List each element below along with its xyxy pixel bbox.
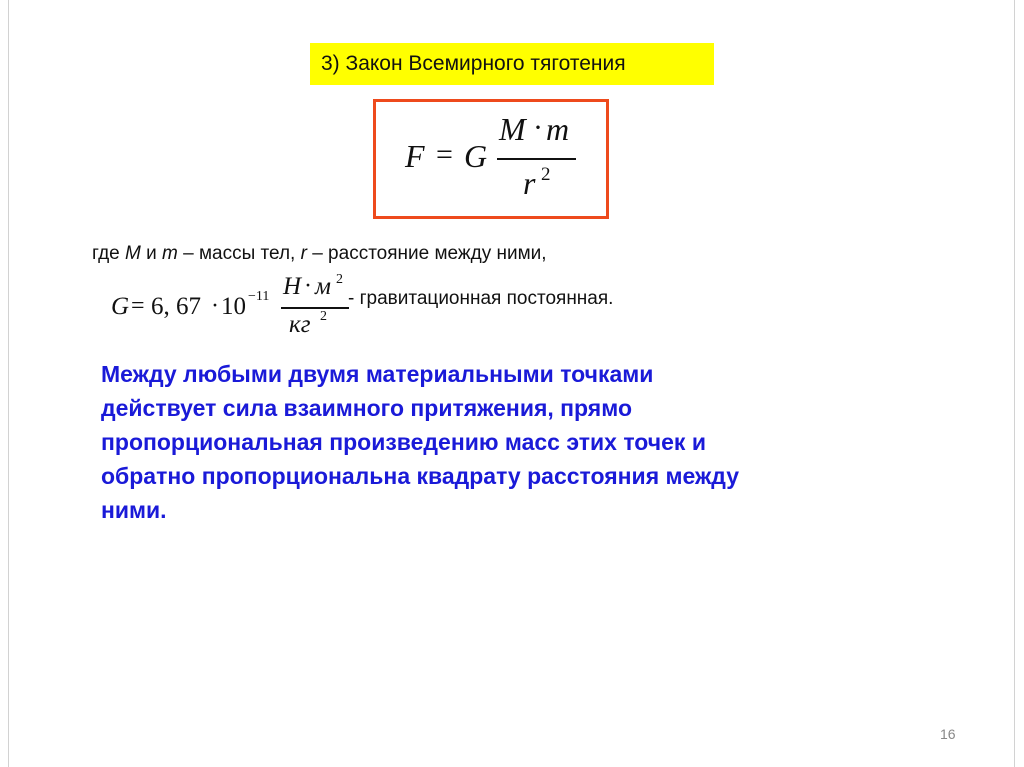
constant-dot: · bbox=[211, 293, 219, 319]
constant-exponent: −11 bbox=[248, 289, 270, 304]
slide-title: 3) Закон Всемирного тяготения bbox=[310, 43, 714, 85]
statement-line: действует сила взаимного притяжения, прямо bbox=[101, 395, 632, 421]
law-statement bbox=[101, 357, 931, 527]
formula-mass-big: M bbox=[499, 111, 526, 147]
constant-description: - гравитационная постоянная. bbox=[348, 288, 614, 309]
definition-masses: – массы тел, bbox=[177, 243, 301, 264]
statement-line: ними. bbox=[101, 497, 167, 523]
constant-value: 6, 67 bbox=[151, 293, 201, 320]
unit-meter-exponent: 2 bbox=[336, 272, 343, 287]
definition-var-M: M bbox=[125, 243, 141, 264]
slide-frame-left-border bbox=[8, 0, 9, 767]
definition-and: и bbox=[140, 243, 163, 264]
definition-var-r: r bbox=[300, 243, 307, 264]
statement-line: Между любыми двумя материальными точками bbox=[101, 361, 654, 387]
unit-fraction-bar bbox=[281, 307, 349, 309]
formula-force: F bbox=[405, 138, 425, 174]
page-number: 16 bbox=[940, 726, 956, 742]
unit-dot: · bbox=[304, 273, 312, 299]
formula-dot: · bbox=[533, 111, 543, 144]
formula-distance: r bbox=[523, 165, 536, 201]
definition-var-m: m bbox=[162, 243, 178, 264]
definition-line bbox=[92, 243, 547, 265]
definition-prefix: где bbox=[92, 243, 126, 264]
constant-equals: = bbox=[131, 293, 145, 319]
constant-base: 10 bbox=[221, 293, 246, 320]
unit-newton: Н bbox=[283, 273, 302, 300]
formula-fraction-bar bbox=[497, 158, 576, 160]
statement-line: пропорциональная произведению масс этих точек и bbox=[101, 429, 706, 455]
unit-meter: м bbox=[315, 273, 331, 300]
formula-mass-small: m bbox=[546, 111, 570, 147]
formula-gravitational-constant: G bbox=[464, 138, 488, 174]
definition-distance: – расстояние между ними, bbox=[306, 243, 547, 264]
formula-distance-exponent: 2 bbox=[541, 164, 551, 185]
formula-equals: = bbox=[436, 138, 453, 171]
unit-kilogram: кг bbox=[289, 311, 311, 338]
constant-symbol: G bbox=[111, 293, 130, 320]
slide-frame-right-border bbox=[1014, 0, 1015, 767]
unit-kilogram-exponent: 2 bbox=[320, 309, 327, 324]
statement-line: обратно пропорциональна квадрату расстояния между bbox=[101, 463, 739, 489]
